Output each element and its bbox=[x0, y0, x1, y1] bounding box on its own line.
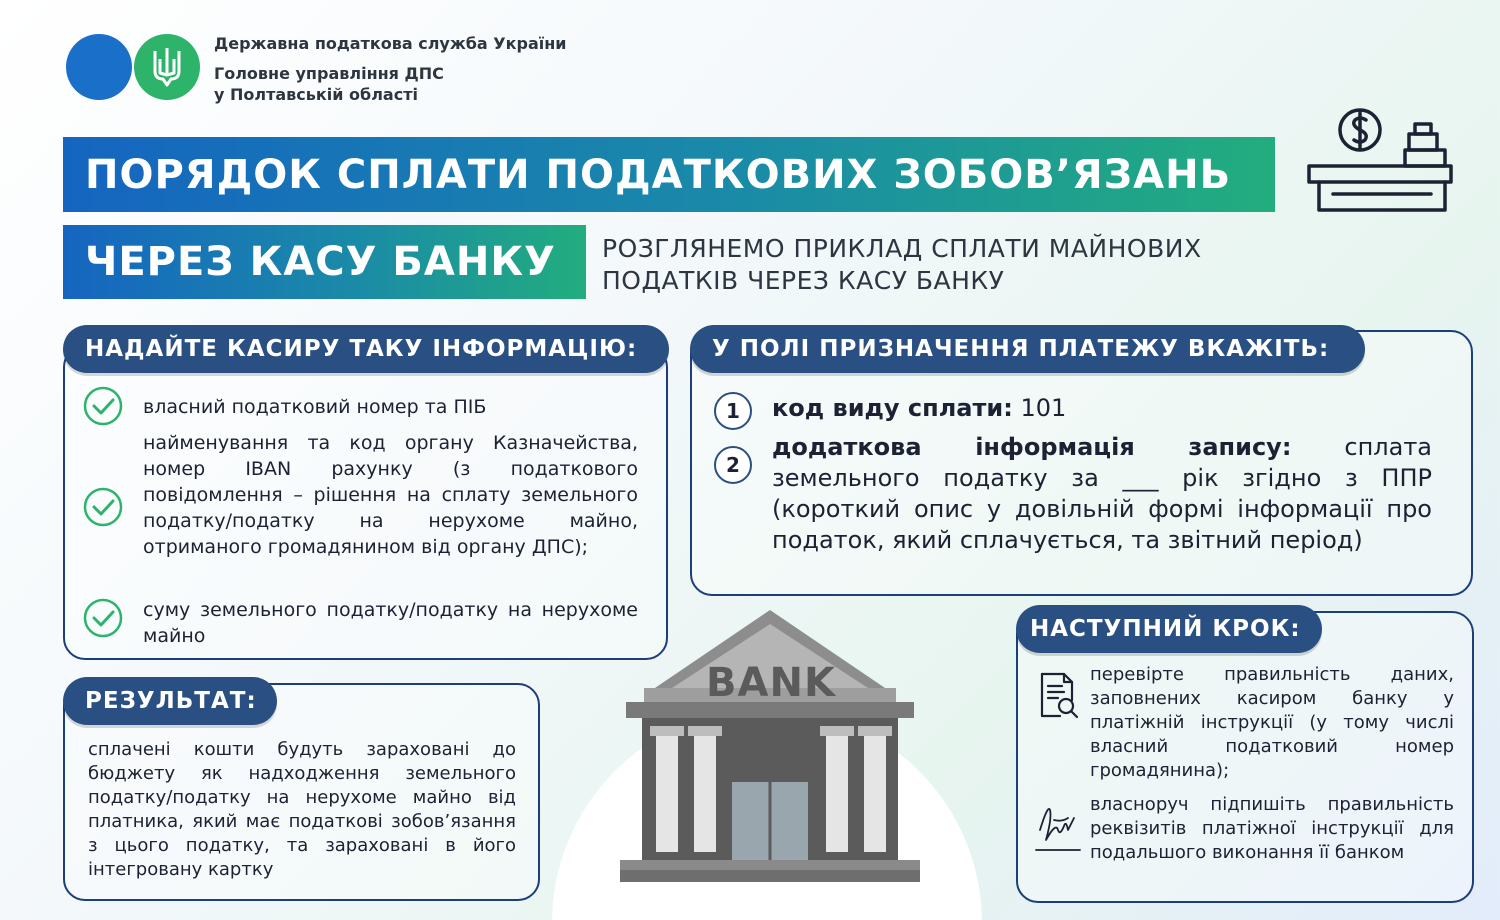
payment-purpose-value: 101 bbox=[1012, 394, 1067, 422]
check-circle-icon bbox=[82, 597, 124, 639]
result-text: сплачені кошти будуть зараховані до бюджету як надходження земельного податку/податку на нерухоме майно від платника, який має податкові зобов’язання з цього податку, та зараховані в його інтегровану картку bbox=[88, 739, 516, 880]
cashier-info-heading: НАДАЙТЕ КАСИРУ ТАКУ ІНФОРМАЦІЮ: bbox=[63, 325, 669, 373]
trident-icon bbox=[150, 45, 184, 89]
step-number-badge: 2 bbox=[714, 446, 752, 484]
page-title: ПОРЯДОК СПЛАТИ ПОДАТКОВИХ ЗОБОВ’ЯЗАНЬ bbox=[63, 137, 1275, 212]
intro-line-2: ПОДАТКІВ ЧЕРЕЗ КАСУ БАНКУ bbox=[602, 266, 1005, 295]
payment-purpose-heading: У ПОЛІ ПРИЗНАЧЕННЯ ПЛАТЕЖУ ВКАЖІТЬ: bbox=[690, 325, 1365, 373]
next-step-heading: НАСТУПНИЙ КРОК: bbox=[1016, 605, 1322, 653]
signature-icon bbox=[1034, 800, 1082, 856]
payment-purpose-value: сплата земельного податку за ___ рік згідно з ППР (короткий опис у довільній формі інформації про податок, який сплачується, та звітний період) bbox=[772, 433, 1432, 554]
org-name: Державна податкова служба України bbox=[214, 34, 567, 53]
payment-purpose-label: додаткова інформація запису: bbox=[772, 433, 1292, 461]
next-step-item: перевірте правильність даних, заповнених касиром банку у платіжній інструкції (у тому числі власний податковий номер громадянина); bbox=[1090, 664, 1454, 781]
result-heading: РЕЗУЛЬТАТ: bbox=[63, 677, 277, 725]
org-department: Головне управління ДПС bbox=[214, 64, 444, 83]
next-step-item: власноруч підпишіть правильність реквізитів платіжної інструкції для подальшого виконання її банком bbox=[1090, 794, 1454, 863]
payment-purpose-item bbox=[772, 393, 1432, 424]
check-circle-icon bbox=[82, 486, 124, 528]
step-number-badge: 1 bbox=[714, 392, 752, 430]
org-region: у Полтавській області bbox=[214, 85, 418, 104]
payment-purpose-label: код виду сплати: bbox=[772, 394, 1013, 422]
page-subtitle-banner: ЧЕРЕЗ КАСУ БАНКУ bbox=[63, 225, 586, 299]
cashier-info-item: суму земельного податку/податку на нерухоме майно bbox=[143, 599, 638, 647]
check-circle-icon bbox=[82, 385, 124, 427]
intro-line-1: РОЗГЛЯНЕМО ПРИКЛАД СПЛАТИ МАЙНОВИХ bbox=[602, 234, 1202, 263]
cashier-info-item: найменування та код органу Казначейства, номер IBAN рахунку (з податкового повідомлення – рішення на сплату земельного податку/податку на нерухоме майно, отриманого громадянином від органу ДПС); bbox=[143, 432, 638, 558]
trident-logo bbox=[134, 34, 200, 100]
document-search-icon bbox=[1034, 670, 1080, 720]
bank-building-icon bbox=[620, 610, 920, 890]
bank-sign: BANK bbox=[706, 660, 836, 706]
dps-logo-blue-circle bbox=[66, 34, 132, 100]
payment-purpose-item bbox=[772, 432, 1432, 556]
cashier-info-item: власний податковий номер та ПІБ bbox=[143, 396, 487, 418]
intro-text bbox=[602, 233, 1282, 297]
cash-register-icon bbox=[1305, 108, 1455, 214]
